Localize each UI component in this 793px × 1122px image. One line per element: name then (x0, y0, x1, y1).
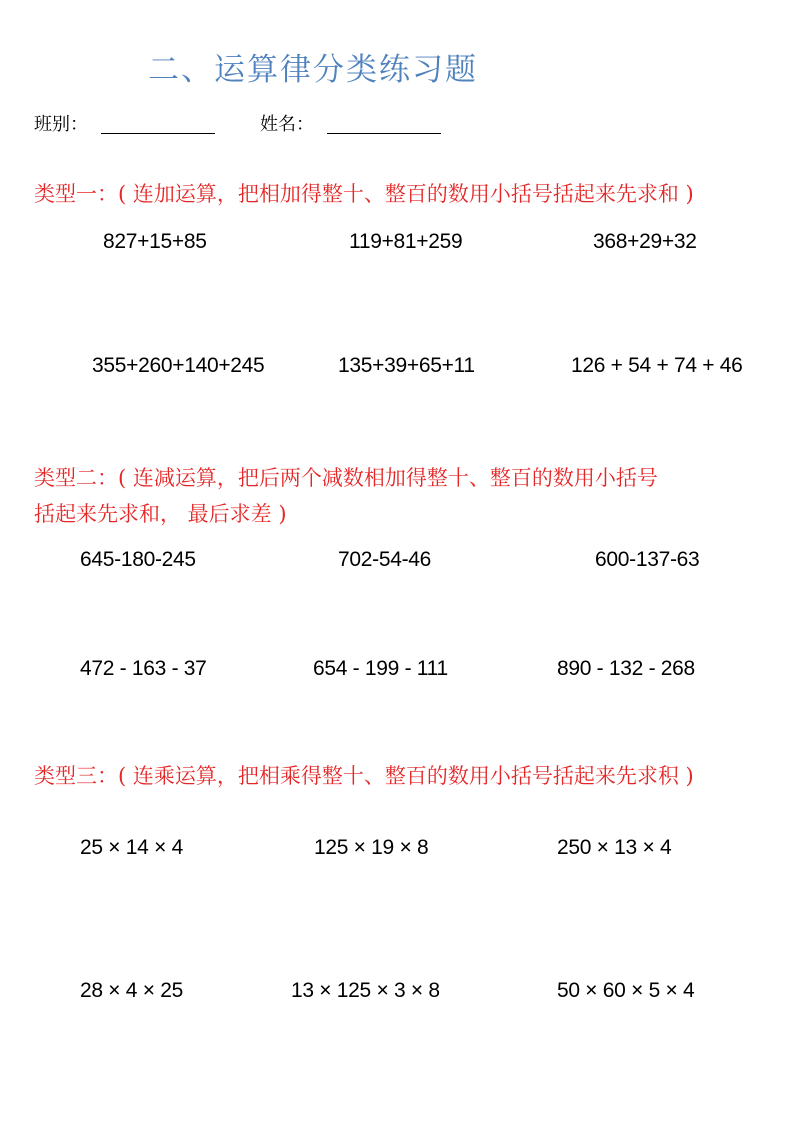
problem: 25 × 14 × 4 (80, 836, 183, 859)
class-label: 班别： (34, 114, 88, 135)
problem: 355+260+140+245 (92, 354, 265, 377)
problem: 472 - 163 - 37 (80, 657, 207, 680)
problem: 28 × 4 × 25 (80, 979, 183, 1002)
problem: 702-54-46 (338, 548, 432, 571)
problem: 13 × 125 × 3 × 8 (291, 979, 440, 1002)
problem: 890 - 132 - 268 (557, 657, 695, 680)
problem: 126 + 54 + 74 + 46 (571, 354, 743, 377)
problem: 654 - 199 - 111 (313, 657, 448, 680)
name-blank-line[interactable] (327, 133, 441, 134)
problem: 368+29+32 (593, 230, 697, 253)
name-label: 姓名： (260, 114, 314, 135)
page-title: 二、运算律分类练习题 (148, 52, 478, 88)
class-blank-line[interactable] (101, 133, 215, 134)
problem: 119+81+259 (349, 230, 463, 253)
problem: 827+15+85 (103, 230, 207, 253)
section-1-heading: 类型一：( 连加运算，把相加得整十、整百的数用小括号括起来先求和 ) (34, 182, 694, 206)
problem: 250 × 13 × 4 (557, 836, 672, 859)
section-2-heading-line-2: 括起来先求和， 最后求差 ) (34, 502, 287, 526)
problem: 50 × 60 × 5 × 4 (557, 979, 695, 1002)
problem: 600-137-63 (595, 548, 700, 571)
problem: 135+39+65+11 (338, 354, 475, 377)
section-3-heading: 类型三：( 连乘运算，把相乘得整十、整百的数用小括号括起来先求积 ) (34, 764, 694, 788)
problem: 125 × 19 × 8 (314, 836, 429, 859)
problem: 645-180-245 (80, 548, 196, 571)
section-2-heading-line-1: 类型二：( 连减运算，把后两个减数相加得整十、整百的数用小括号 (34, 466, 658, 490)
